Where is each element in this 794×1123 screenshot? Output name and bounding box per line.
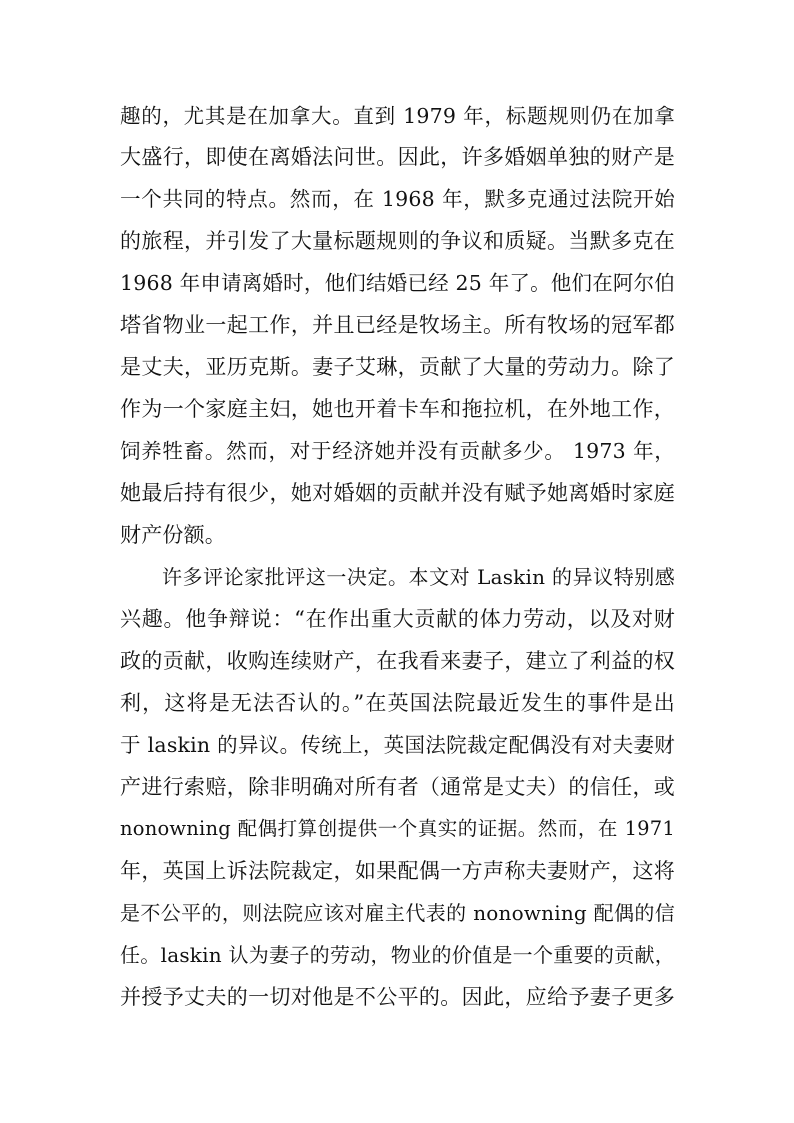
paragraph-2-line-5: 于 laskin 的异议。传统上，英国法院裁定配偶没有对夫妻财 (120, 733, 675, 757)
paragraph-1-line-8: 作为一个家庭主妇，她也开着卡车和拖拉机，在外地工作， (120, 397, 675, 421)
paragraph-2-line-2: 兴趣。他争辩说：“在作出重大贡献的体力劳动，以及对财 (120, 607, 675, 631)
paragraph-2-line-9: 是不公平的，则法院应该对雇主代表的 nonowning 配偶的信 (120, 901, 675, 925)
paragraph-1-line-4: 的旅程，并引发了大量标题规则的争议和质疑。当默多克在 (120, 229, 675, 253)
paragraph-1-line-2: 大盛行，即使在离婚法问世。因此，许多婚姻单独的财产是 (120, 145, 675, 169)
paragraph-1-line-7: 是丈夫，亚历克斯。妻子艾琳，贡献了大量的劳动力。除了 (120, 355, 675, 379)
paragraph-2-line-6: 产进行索赔，除非明确对所有者（通常是丈夫）的信任，或 (120, 775, 675, 799)
paragraph-2-line-3: 政的贡献，收购连续财产，在我看来妻子，建立了利益的权 (120, 649, 675, 673)
paragraph-2-line-4: 利，这将是无法否认的。”在英国法院最近发生的事件是出 (120, 691, 675, 715)
paragraph-2-line-7: nonowning 配偶打算创提供一个真实的证据。然而，在 1971 (120, 817, 675, 840)
paragraph-1-line-6: 塔省物业一起工作，并且已经是牧场主。所有牧场的冠军都 (120, 313, 675, 337)
paragraph-1-line-1: 趣的，尤其是在加拿大。直到 1979 年，标题规则仍在加拿 (120, 104, 675, 128)
paragraph-2-line-11: 并授予丈夫的一切对他是不公平的。因此，应给予妻子更多 (120, 985, 675, 1009)
paragraph-1-line-5: 1968 年申请离婚时，他们结婚已经 25 年了。他们在阿尔伯 (120, 271, 676, 295)
paragraph-2-line-8: 年，英国上诉法院裁定，如果配偶一方声称夫妻财产，这将 (120, 859, 675, 883)
paragraph-1-line-10: 她最后持有很少，她对婚姻的贡献并没有赋予她离婚时家庭 (120, 481, 675, 505)
paragraph-2-line-10: 任。laskin 认为妻子的劳动，物业的价值是一个重要的贡献， (120, 943, 675, 967)
paragraph-2-line-1: 许多评论家批评这一决定。本文对 Laskin 的异议特别感 (162, 565, 675, 589)
paragraph-1-line-11: 财产份额。 (120, 523, 226, 547)
paragraph-1-line-3: 一个共同的特点。然而，在 1968 年，默多克通过法院开始 (120, 187, 675, 211)
paragraph-1-line-9: 饲养牲畜。然而，对于经济她并没有贡献多少。 1973 年， (120, 439, 675, 463)
